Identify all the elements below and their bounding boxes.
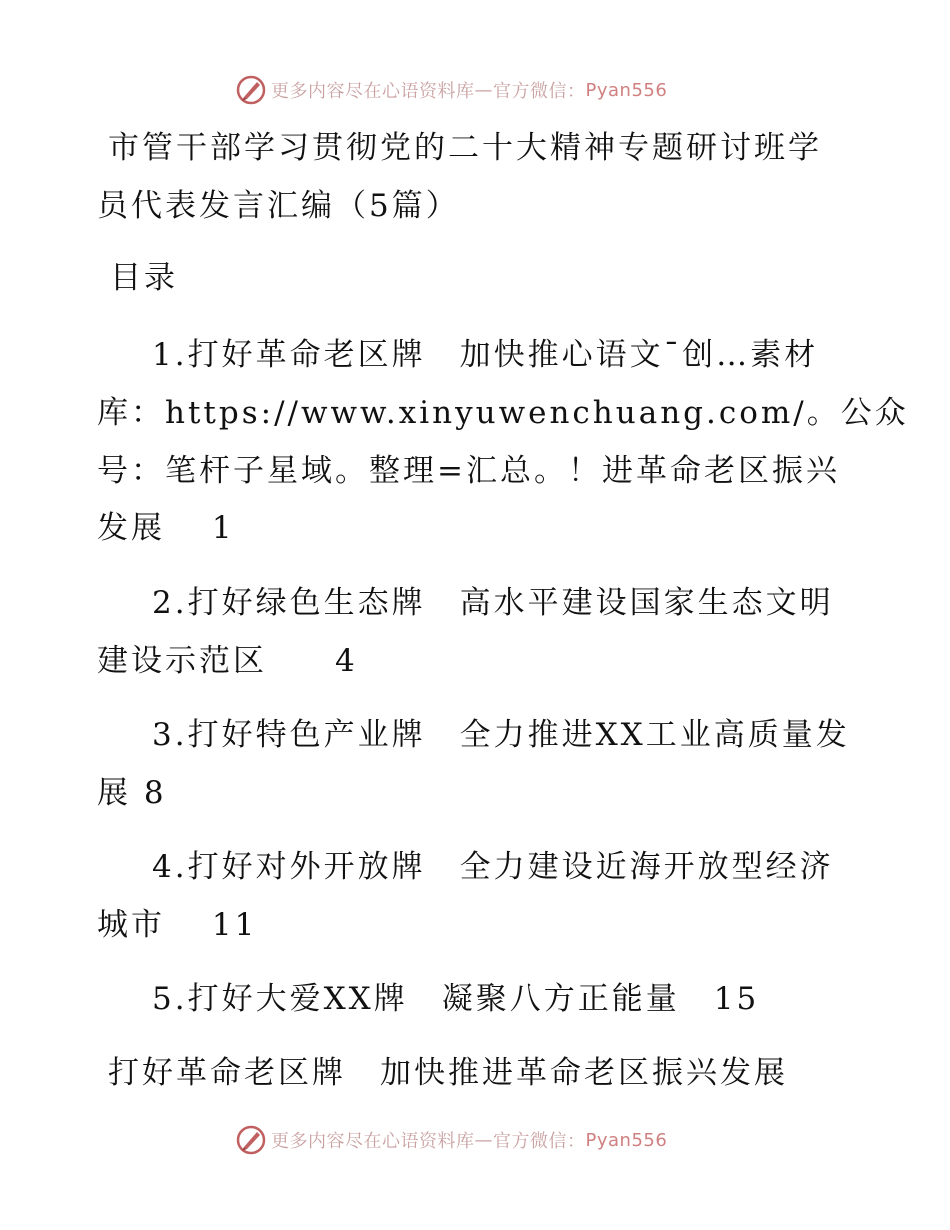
section-heading: 打好革命老区牌 加快推进革命老区振兴发展 — [108, 1055, 788, 1091]
toc-entry-line: 5.打好大爱XX牌 凝聚八方正能量 15 — [152, 981, 760, 1017]
watermark-separator: — — [474, 1129, 493, 1151]
toc-entry-line: 展 8 — [97, 775, 167, 811]
pen-logo-icon — [235, 74, 267, 106]
toc-entry-line: 发展 1 — [97, 510, 235, 546]
toc-heading: 目录 — [110, 260, 178, 296]
document-title-line-1: 市管干部学习贯彻党的二十大精神专题研讨班学 — [108, 130, 822, 166]
watermark-label: 官方微信： — [493, 81, 586, 102]
watermark-main-text: 更多内容尽在心语资料库 — [271, 1131, 475, 1152]
watermark-wechat-id: Pyan556 — [585, 79, 668, 101]
toc-entry-line: 1.打好革命老区牌 加快推心语文¯创…素材 — [152, 337, 819, 373]
document-title-line-2: 员代表发言汇编（5篇） — [97, 188, 460, 224]
toc-entry-line: 建设示范区 4 — [97, 643, 358, 679]
toc-entry-line: 库：https://www.xinyuwenchuang.com/。公众 — [97, 395, 909, 431]
watermark-header — [235, 73, 667, 107]
watermark-main-text: 更多内容尽在心语资料库 — [271, 81, 475, 102]
watermark-footer — [235, 1123, 667, 1157]
watermark-separator: — — [474, 79, 493, 101]
toc-entry-line: 2.打好绿色生态牌 高水平建设国家生态文明 — [152, 585, 834, 621]
toc-entry-line: 4.打好对外开放牌 全力建设近海开放型经济 — [152, 849, 834, 885]
watermark-label: 官方微信： — [493, 1131, 586, 1152]
toc-entry-line: 城市 11 — [97, 907, 258, 943]
watermark-wechat-id: Pyan556 — [585, 1129, 668, 1151]
toc-entry-line: 号：笔杆子星域。整理=汇总。！进革命老区振兴 — [97, 453, 840, 489]
toc-entry-line: 3.打好特色产业牌 全力推进XX工业高质量发 — [152, 717, 850, 753]
pen-logo-icon — [235, 1124, 267, 1156]
